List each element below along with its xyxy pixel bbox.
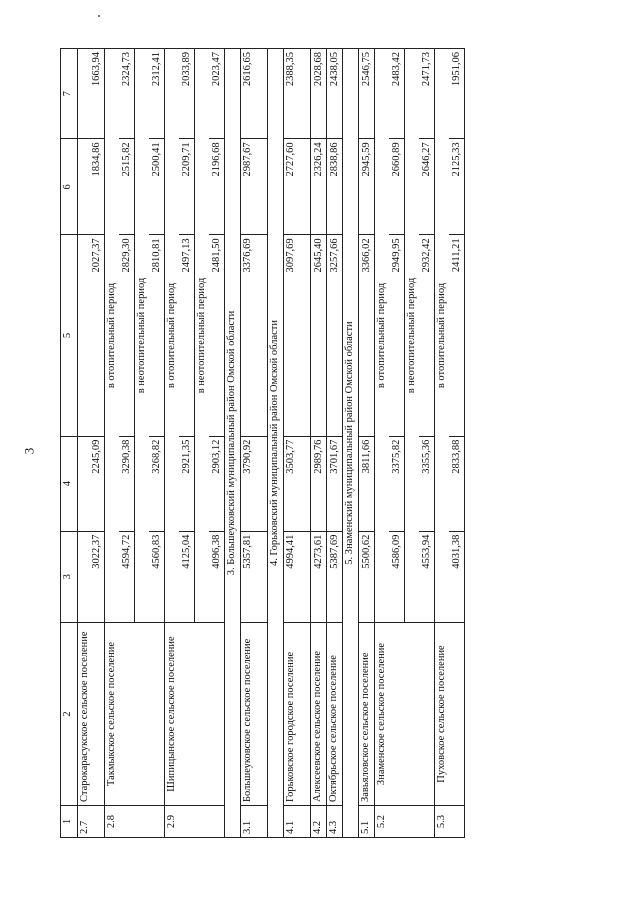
page-number: 3 [21, 447, 37, 455]
row-number: 5.2 [375, 805, 435, 837]
period-row [165, 49, 180, 838]
settlement-name: Такмыкское сельское поселение [105, 623, 165, 806]
value-cell: 3097,69 [284, 235, 311, 436]
value-cell: 2481,50 [209, 235, 225, 436]
value-cell: 3022,37 [78, 531, 105, 622]
value-cell: 1951,06 [449, 49, 465, 139]
value-cell: 4594,72 [119, 531, 135, 622]
settlement-name: Шипицынское сельское поселение [165, 623, 225, 806]
value-cell: 2838,86 [327, 139, 343, 235]
value-cell: 2646,27 [419, 139, 435, 235]
value-cell: 2987,67 [241, 139, 268, 235]
period-label: в неотопительный период [195, 49, 210, 623]
value-cell: 2932,42 [419, 235, 435, 436]
value-cell: 2312,41 [149, 49, 165, 139]
value-cell: 2125,33 [449, 139, 465, 235]
period-row [435, 49, 450, 838]
period-label: в неотопительный период [135, 49, 150, 623]
row-number: 4.2 [311, 805, 327, 837]
value-cell: 2616,65 [241, 49, 268, 139]
value-cell: 2388,35 [284, 49, 311, 139]
value-cell: 2645,40 [311, 235, 327, 436]
value-cell: 2471,73 [419, 49, 435, 139]
value-cell: 3366,02 [359, 235, 375, 436]
value-cell: 1834,86 [78, 139, 105, 235]
header-cell: 7 [61, 49, 78, 139]
value-cell: 2829,30 [119, 235, 135, 436]
value-cell: 4560,83 [149, 531, 165, 622]
value-cell: 4096,38 [209, 531, 225, 622]
row-number: 5.3 [435, 805, 465, 837]
value-cell: 3503,77 [284, 436, 311, 531]
row-number: 3.1 [241, 805, 268, 837]
value-cell: 2483,42 [389, 49, 405, 139]
value-cell: 2245,09 [78, 436, 105, 531]
header-row [61, 49, 78, 838]
section-title: 5. Знаменский муниципальный район Омской области [343, 49, 359, 838]
value-cell: 2209,71 [179, 139, 195, 235]
value-cell: 5500,62 [359, 531, 375, 622]
value-cell: 2028,68 [311, 49, 327, 139]
value-cell: 2546,75 [359, 49, 375, 139]
header-cell: 2 [61, 623, 78, 806]
value-cell: 1663,94 [78, 49, 105, 139]
value-cell: 2500,41 [149, 139, 165, 235]
value-cell: 3290,38 [119, 436, 135, 531]
value-cell: 2833,88 [449, 436, 465, 531]
settlement-name: Знаменское сельское поселение [375, 623, 435, 806]
section-row [225, 49, 241, 838]
value-cell: 2438,05 [327, 49, 343, 139]
value-cell: 3355,36 [419, 436, 435, 531]
value-cell: 2660,89 [389, 139, 405, 235]
value-cell: 2324,73 [119, 49, 135, 139]
settlement-name: Завьяловское сельское поселение [359, 623, 375, 806]
row-number: 2.7 [78, 805, 105, 837]
settlement-name: Алексеевское сельское поселение [311, 623, 327, 806]
value-cell: 4553,94 [419, 531, 435, 622]
section-title: 4. Горьковский муниципальный район Омской области [268, 49, 284, 838]
period-label: в неотопительный период [405, 49, 420, 623]
table-row [311, 49, 327, 838]
value-cell: 3376,69 [241, 235, 268, 436]
table-row [327, 49, 343, 838]
value-cell: 5387,69 [327, 531, 343, 622]
value-cell: 5357,81 [241, 531, 268, 622]
value-cell: 4273,61 [311, 531, 327, 622]
settlement-name: Горьковское городское поселение [284, 623, 311, 806]
header-cell: 4 [61, 436, 78, 531]
period-label: в отопительный период [435, 49, 450, 623]
tariff-table-container [60, 48, 640, 838]
tariff-table [60, 48, 465, 838]
value-cell: 2033,89 [179, 49, 195, 139]
row-number: 2.9 [165, 805, 225, 837]
settlement-name: Большеуковское сельское поселение [241, 623, 268, 806]
value-cell: 4125,04 [179, 531, 195, 622]
row-number: 2.8 [105, 805, 165, 837]
header-cell: 3 [61, 531, 78, 622]
value-cell: 2326,24 [311, 139, 327, 235]
table-row [359, 49, 375, 838]
section-title: 3. Большеуковский муниципальный район Омской области [225, 49, 241, 838]
value-cell: 2515,82 [119, 139, 135, 235]
value-cell: 4031,38 [449, 531, 465, 622]
value-cell: 3790,92 [241, 436, 268, 531]
value-cell: 3811,66 [359, 436, 375, 531]
settlement-name: Пуховское сельское поселение [435, 623, 465, 806]
value-cell: 2727,60 [284, 139, 311, 235]
value-cell: 4586,09 [389, 531, 405, 622]
section-row [343, 49, 359, 838]
period-row [375, 49, 390, 838]
value-cell: 3268,82 [149, 436, 165, 531]
value-cell: 2989,76 [311, 436, 327, 531]
value-cell: 2023,47 [209, 49, 225, 139]
header-cell: 6 [61, 139, 78, 235]
value-cell: 3375,82 [389, 436, 405, 531]
period-label: в отопительный период [375, 49, 390, 623]
header-cell: 5 [61, 235, 78, 436]
value-cell: 3257,66 [327, 235, 343, 436]
table-row [78, 49, 105, 838]
value-cell: 2411,21 [449, 235, 465, 436]
value-cell: 3701,67 [327, 436, 343, 531]
period-label: в отопительный период [165, 49, 180, 623]
period-label: в отопительный период [105, 49, 120, 623]
value-cell: 2027,37 [78, 235, 105, 436]
settlement-name: Старокарасукское сельское поселение [78, 623, 105, 806]
value-cell: 2810,81 [149, 235, 165, 436]
row-number: 4.3 [327, 805, 343, 837]
section-row [268, 49, 284, 838]
table-row [241, 49, 268, 838]
settlement-name: Октябрьское сельское поселение [327, 623, 343, 806]
header-cell: 1 [61, 805, 78, 837]
value-cell: 2945,59 [359, 139, 375, 235]
table-row [284, 49, 311, 838]
row-number: 5.1 [359, 805, 375, 837]
value-cell: 2921,35 [179, 436, 195, 531]
value-cell: 2196,68 [209, 139, 225, 235]
value-cell: 2903,12 [209, 436, 225, 531]
period-row [105, 49, 120, 838]
row-number: 4.1 [284, 805, 311, 837]
value-cell: 4994,41 [284, 531, 311, 622]
value-cell: 2949,95 [389, 235, 405, 436]
value-cell: 2497,13 [179, 235, 195, 436]
